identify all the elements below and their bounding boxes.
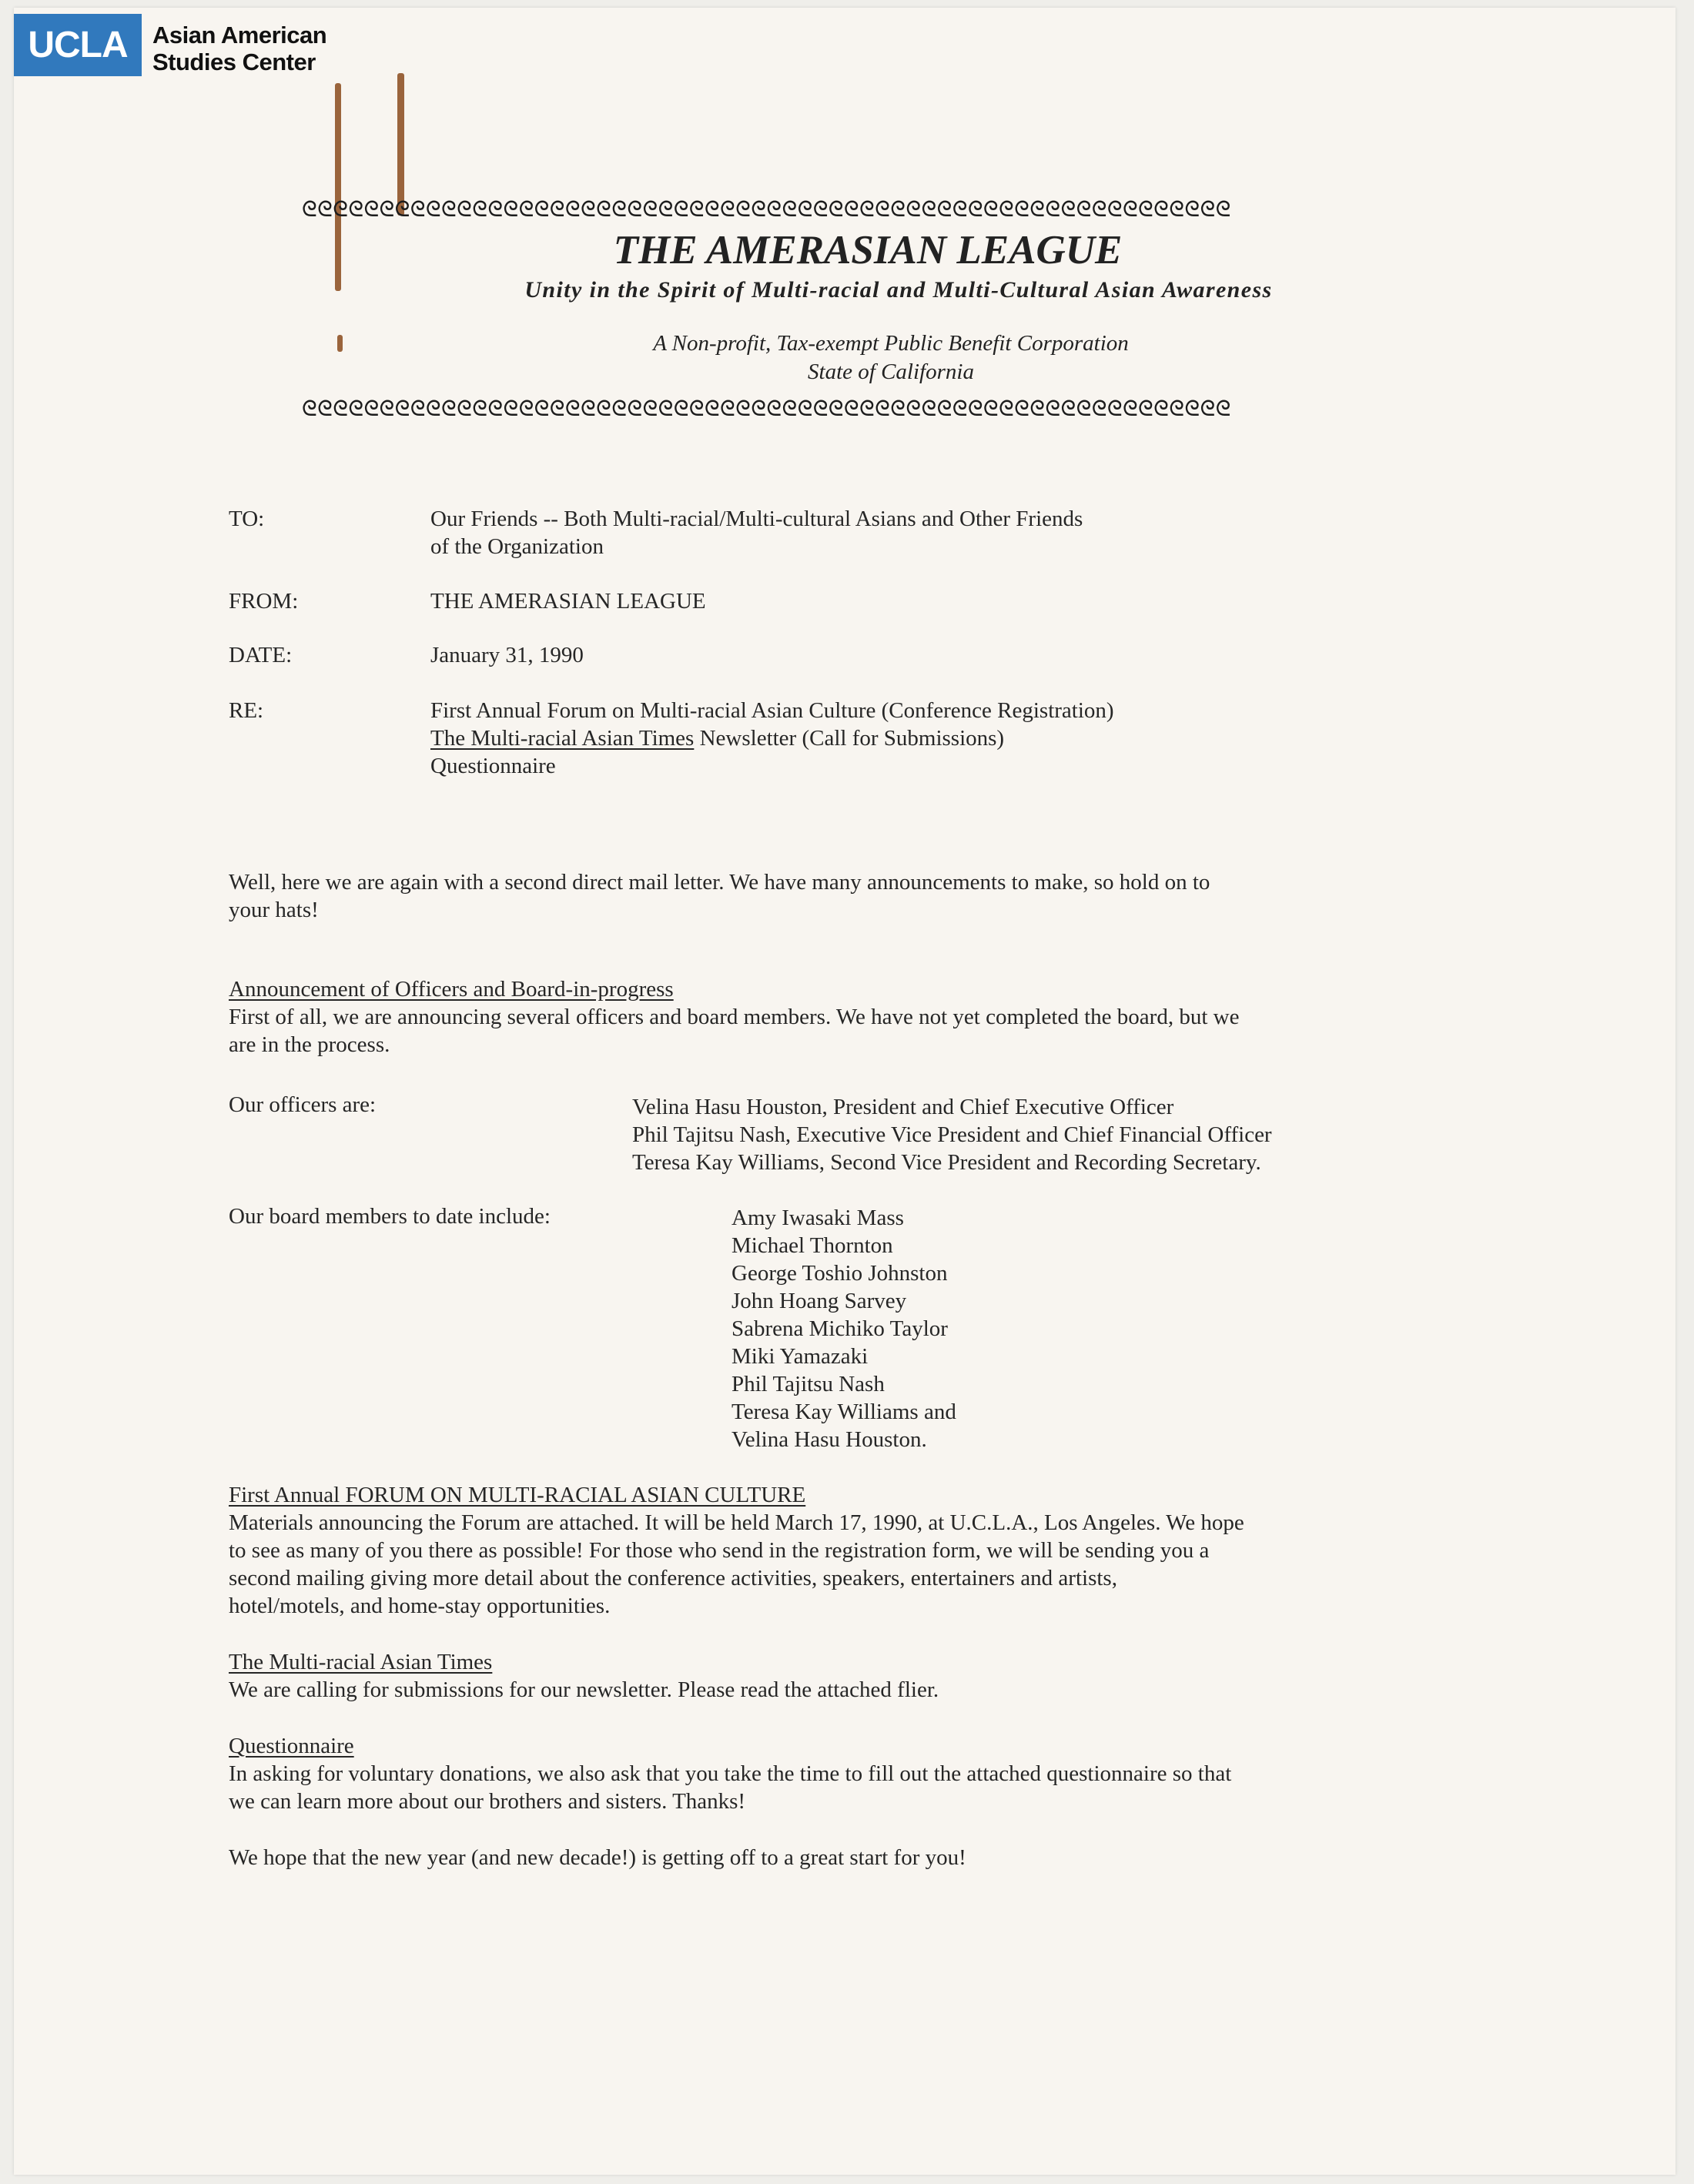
board-member-item: Phil Tajitsu Nash — [732, 1372, 885, 1396]
re-line-3: Questionnaire — [430, 754, 556, 778]
forum-line: to see as many of you there as possible! For those who send in the registration form, we will be sending you a — [229, 1538, 1210, 1563]
to-label: TO: — [229, 507, 265, 531]
board-member-item: Velina Hasu Houston. — [732, 1427, 927, 1452]
center-name-line2: Studies Center — [152, 48, 316, 75]
officers-heading: Announcement of Officers and Board-in-progress — [229, 977, 674, 1002]
to-line-1: Our Friends -- Both Multi-racial/Multi-cultural Asians and Other Friends — [430, 507, 1083, 531]
questionnaire-heading: Questionnaire — [229, 1734, 354, 1758]
document-page — [14, 8, 1676, 2175]
officer-item: Phil Tajitsu Nash, Executive Vice President and Chief Financial Officer — [632, 1122, 1272, 1147]
newsletter-line: We are calling for submissions for our newsletter. Please read the attached flier. — [229, 1677, 939, 1702]
newsletter-title-underlined: The Multi-racial Asian Times — [430, 726, 695, 751]
forum-heading: First Annual FORUM ON MULTI-RACIAL ASIAN CULTURE — [229, 1483, 806, 1507]
re-line-2-rest: Newsletter (Call for Submissions) — [694, 726, 1005, 751]
rust-stain-right — [397, 73, 404, 216]
board-member-item: Michael Thornton — [732, 1233, 893, 1258]
newsletter-heading: The Multi-racial Asian Times — [229, 1650, 493, 1674]
center-name — [152, 22, 326, 75]
ornament-border-top: ᘓᘓᘓᘓᘓᘓᘓᘓᘓᘓᘓᘓᘓᘓᘓᘓᘓᘓᘓᘓᘓᘓᘓᘓᘓᘓᘓᘓᘓᘓᘓᘓᘓᘓᘓᘓᘓᘓᘓᘓᘓᘓᘓᘓᘓᘓᘓᘓᘓᘓᘓᘓᘓᘓᘓᘓᘓᘓᘓᘓ — [302, 197, 1231, 222]
date-label: DATE: — [229, 643, 293, 667]
league-title: THE AMERASIAN LEAGUE — [613, 228, 1123, 273]
forum-line: second mailing giving more detail about the conference activities, speakers, entertainers and artists, — [229, 1566, 1117, 1590]
re-label: RE: — [229, 698, 264, 723]
board-member-item: Miki Yamazaki — [732, 1344, 869, 1369]
ornament-border-bottom: ᘓᘓᘓᘓᘓᘓᘓᘓᘓᘓᘓᘓᘓᘓᘓᘓᘓᘓᘓᘓᘓᘓᘓᘓᘓᘓᘓᘓᘓᘓᘓᘓᘓᘓᘓᘓᘓᘓᘓᘓᘓᘓᘓᘓᘓᘓᘓᘓᘓᘓᘓᘓᘓᘓᘓᘓᘓᘓᘓᘓ — [302, 396, 1231, 421]
forum-line: Materials announcing the Forum are attached. It will be held March 17, 1990, at U.C.L.A., Los Angeles. We hope — [229, 1510, 1244, 1535]
re-line-1: First Annual Forum on Multi-racial Asian Culture (Conference Registration) — [430, 698, 1114, 723]
date-value: January 31, 1990 — [430, 643, 584, 667]
intro-line-2: your hats! — [229, 898, 319, 922]
re-line-2 — [430, 724, 1004, 752]
status-line-1: A Non-profit, Tax-exempt Public Benefit Corporation — [653, 331, 1129, 356]
to-line-2: of the Organization — [430, 534, 604, 559]
ucla-logo: UCLA — [14, 14, 142, 76]
questionnaire-line-1: In asking for voluntary donations, we also ask that you take the time to fill out the attached questionnaire so that — [229, 1761, 1232, 1786]
officer-item: Velina Hasu Houston, President and Chief Executive Officer — [632, 1095, 1174, 1119]
board-member-item: Amy Iwasaki Mass — [732, 1206, 904, 1230]
board-label: Our board members to date include: — [229, 1204, 551, 1229]
closing-line: We hope that the new year (and new decade!) is getting off to a great start for you! — [229, 1845, 966, 1870]
board-member-item: George Toshio Johnston — [732, 1261, 948, 1286]
officers-intro-line-1: First of all, we are announcing several officers and board members. We have not yet completed the board, but we — [229, 1005, 1240, 1029]
from-label: FROM: — [229, 589, 299, 614]
board-member-item: Teresa Kay Williams and — [732, 1400, 956, 1424]
status-line-2: State of California — [808, 360, 974, 384]
league-motto: Unity in the Spirit of Multi-racial and Multi-Cultural Asian Awareness — [524, 277, 1273, 303]
forum-line: hotel/motels, and home-stay opportunities. — [229, 1594, 611, 1618]
officer-item: Teresa Kay Williams, Second Vice President and Recording Secretary. — [632, 1150, 1261, 1175]
from-value: THE AMERASIAN LEAGUE — [430, 589, 706, 614]
questionnaire-line-2: we can learn more about our brothers and sisters. Thanks! — [229, 1789, 746, 1814]
board-member-item: John Hoang Sarvey — [732, 1289, 907, 1313]
board-member-item: Sabrena Michiko Taylor — [732, 1316, 948, 1341]
center-name-line1: Asian American — [152, 22, 327, 48]
officers-label: Our officers are: — [229, 1092, 377, 1117]
intro-line-1: Well, here we are again with a second direct mail letter. We have many announcements to make, so hold on to — [229, 870, 1210, 895]
officers-intro-line-2: are in the process. — [229, 1032, 390, 1057]
